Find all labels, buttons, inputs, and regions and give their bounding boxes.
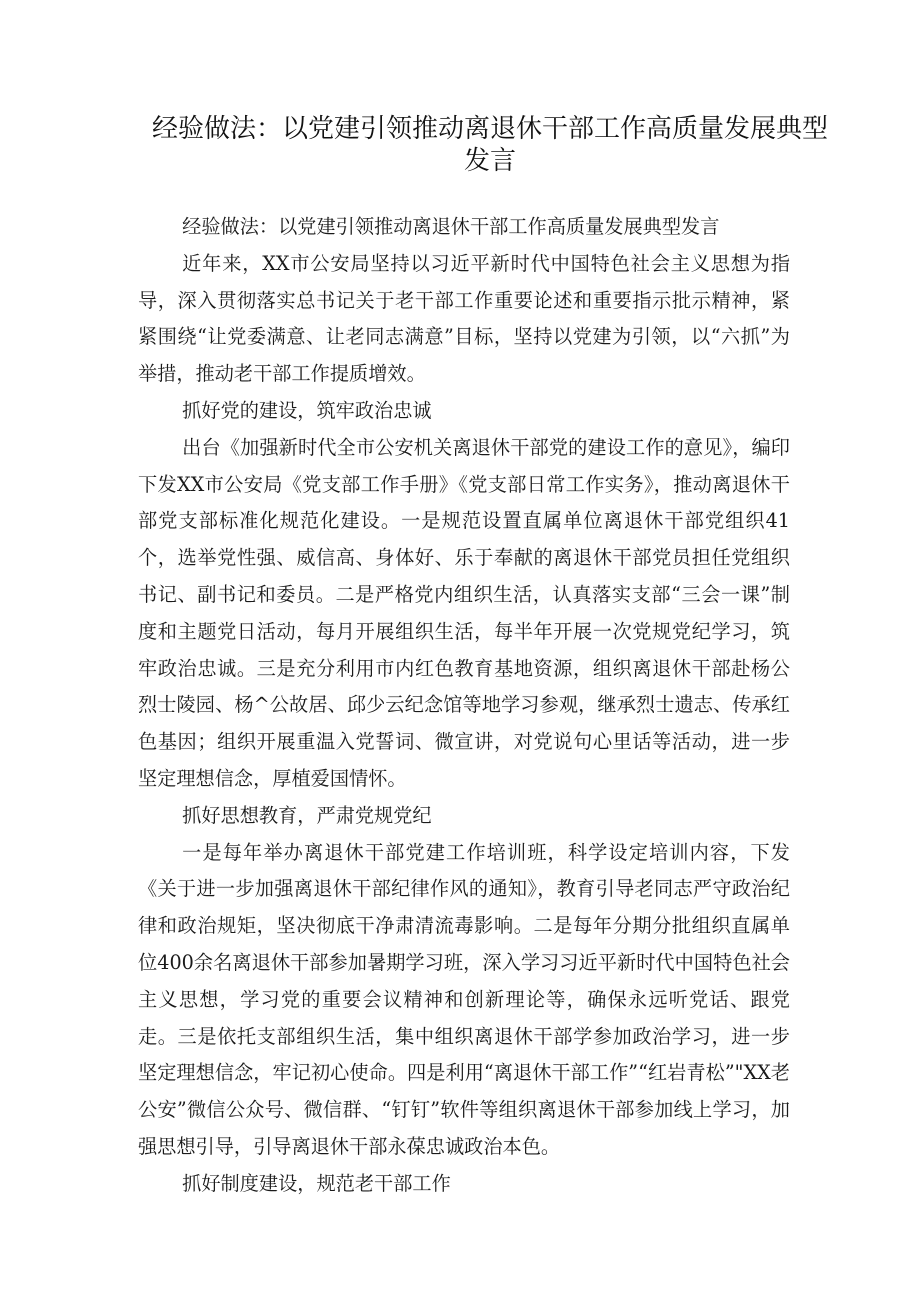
section-heading-system: 抓好制度建设，规范老干部工作 (182, 1171, 451, 1195)
section-heading-party-building: 抓好党的建设，筑牢政治忠诚 (182, 398, 432, 422)
paragraph-intro: 近年来，XX市公安局坚持以习近平新时代中国特色社会主义思想为指导，深入贯彻落实总书记关于老干部工作重要论述和重要指示批示精神，紧紧围绕“让党委满意、让老同志满意”目标，坚持以党建为引领，以“六抓”为举措，推动老干部工作提质增效。 (138, 251, 790, 386)
paragraph-party-building: 出台《加强新时代全市公安机关离退休干部党的建设工作的意见》，编印下发XX市公安局《党支部工作手册》《党支部日常工作实务》，推动离退休干部党支部标准化规范化建设。一是规范设置直属单位离退休干部党组织41个，选举党性强、威信高、身体好、乐于奉献的离退休干部党员担任党组织书记、副书记和委员。二是严格党内组织生活，认真落实支部“三会一课”制度和主题党日活动，每月开展组织生活，每半年开展一次党规党纪学习，筑牢政治忠诚。三是充分利用市内红色教育基地资源，组织离退休干部赴杨公烈士陵园、杨^公故居、邱少云纪念馆等地学习参观，继承烈士遗志、传承红色基因；组织开展重温入党誓词、微宣讲，对党说句心里话等活动，进一步坚定理想信念，厚植爱国情怀。 (138, 435, 790, 790)
paragraph-ideology: 一是每年举办离退休干部党建工作培训班，科学设定培训内容，下发《关于进一步加强离退休干部纪律作风的通知》，教育引导老同志严守政治纪律和政治规矩，坚决彻底干净肃清流毒影响。二是每年分期分批组织直属单位400余名离退休干部参加暑期学习班，深入学习习近平新时代中国特色社会主义思想，学习党的重要会议精神和创新理论等，确保永远听党话、跟党走。三是依托支部组织生活，集中组织离退休干部学参加政治学习，进一步坚定理想信念，牢记初心使命。四是利用“离退休干部工作”“红岩青松”"XX老公安”微信公众号、微信群、“钉钉”软件等组织离退休干部参加线上学习，加强思想引导，引导离退休干部永葆忠诚政治本色。 (138, 840, 790, 1158)
document-body (138, 209, 790, 1203)
paragraph-subtitle: 经验做法：以党建引领推动离退休干部工作高质量发展典型发言 (182, 215, 720, 238)
section-heading-ideology: 抓好思想教育，严肃党规党纪 (182, 803, 432, 827)
document-title: 经验做法：以党建引领推动离退休干部工作高质量发展典型发言 (151, 114, 828, 176)
